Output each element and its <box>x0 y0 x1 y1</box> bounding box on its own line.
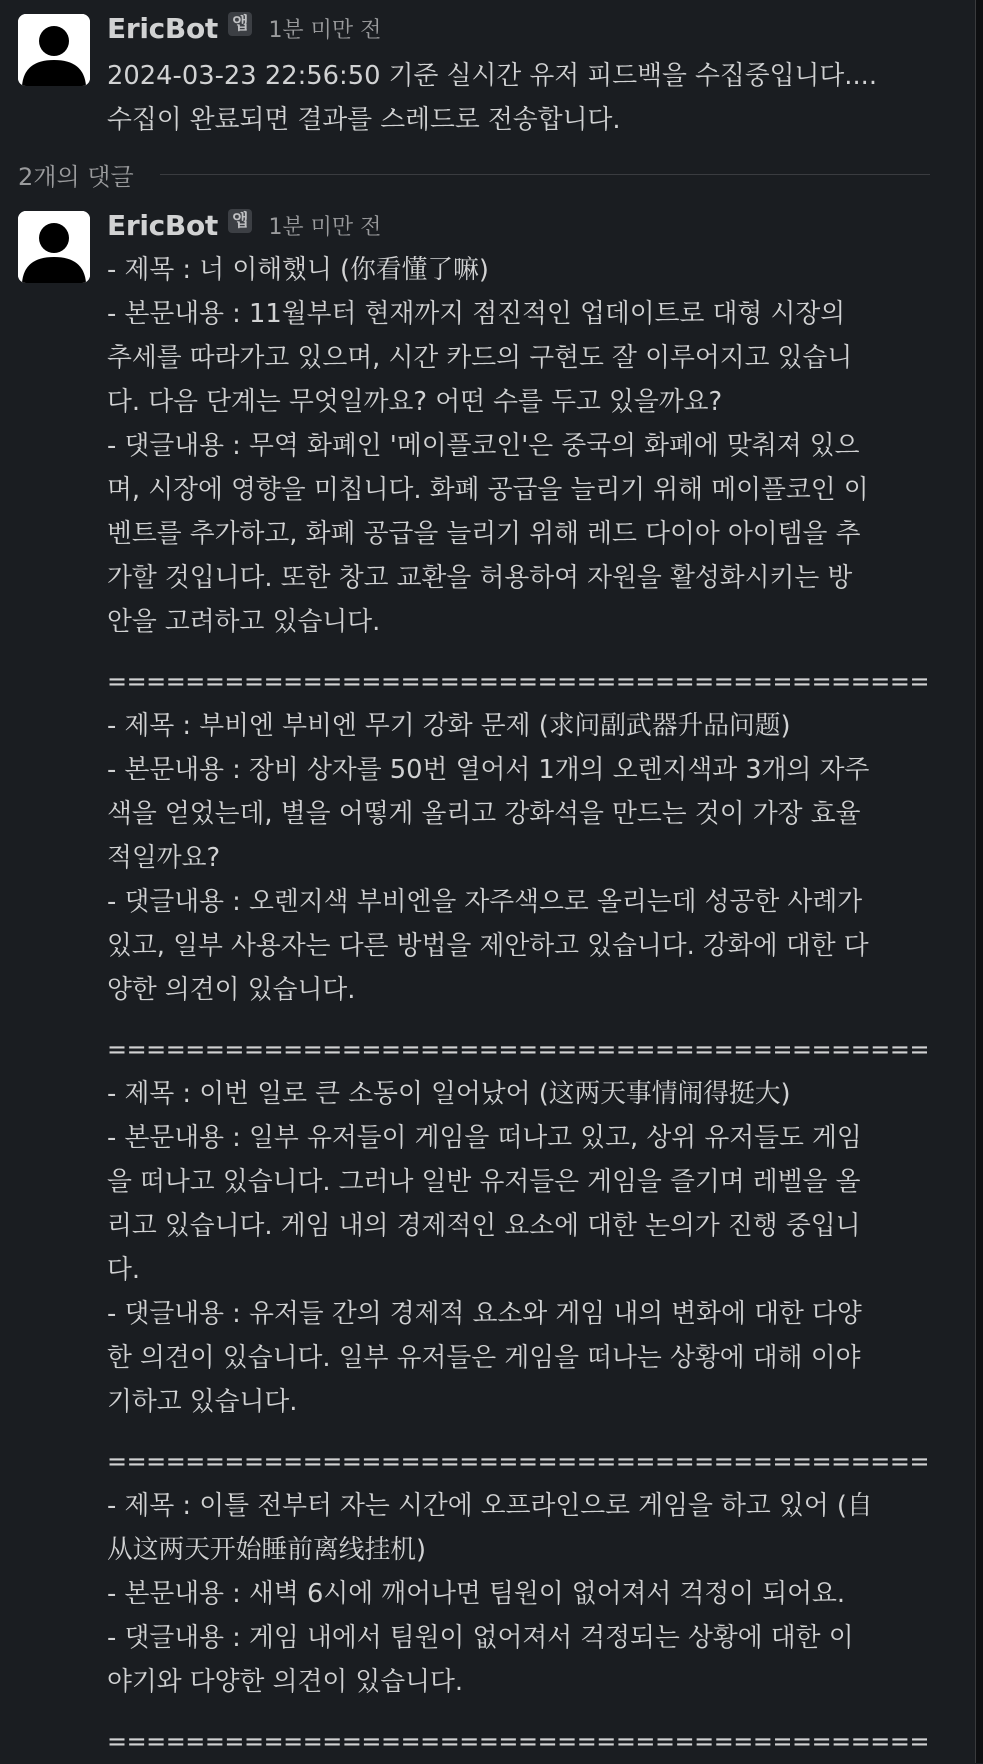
post-line: 적일까요? <box>107 843 221 873</box>
post-line: - 본문내용 : 장비 상자를 50번 열어서 1개의 오렌지색과 3개의 자주 <box>107 755 870 785</box>
post-line: 며, 시장에 영향을 미칩니다. 화폐 공급을 늘리기 위해 메이플코인 이 <box>107 475 869 505</box>
post-line: - 제목 : 너 이해했니 (你看懂了嘛) <box>107 255 489 285</box>
sender-name[interactable]: EricBot <box>107 11 218 45</box>
post-separator: ========================================== <box>107 667 930 697</box>
avatar[interactable] <box>18 14 90 86</box>
post-separator: ========================================== <box>107 1035 930 1065</box>
message-body <box>107 54 937 142</box>
post-line: 추세를 따라가고 있으며, 시간 카드의 구현도 잘 이루어지고 있습니 <box>107 343 853 373</box>
message-header <box>107 9 381 47</box>
post-line: 색을 얻었는데, 별을 어떻게 올리고 강화석을 만드는 것이 가장 효율 <box>107 799 861 829</box>
feedback-post <box>107 1484 937 1704</box>
post-line: - 본문내용 : 새벽 6시에 깨어나면 팀원이 없어져서 걱정이 되어요. <box>107 1579 846 1609</box>
message-header <box>107 206 381 244</box>
post-line: - 제목 : 부비엔 부비엔 무기 강화 문제 (求问副武器升品问题) <box>107 711 791 741</box>
post-line: - 댓글내용 : 무역 화폐인 '메이플코인'은 중국의 화폐에 맞춰져 있으 <box>107 431 860 461</box>
scrollbar-track[interactable] <box>975 0 983 1763</box>
thread-reply-divider <box>18 154 930 194</box>
post-line: 야기와 다양한 의견이 있습니다. <box>107 1667 464 1697</box>
message-timestamp[interactable]: 1분 미만 전 <box>268 214 382 240</box>
reply-body <box>107 248 937 1764</box>
post-line: - 댓글내용 : 게임 내에서 팀원이 없어져서 걱정되는 상황에 대한 이 <box>107 1623 854 1653</box>
post-line: - 본문내용 : 일부 유저들이 게임을 떠나고 있고, 상위 유저들도 게임 <box>107 1123 862 1153</box>
feedback-post <box>107 248 937 644</box>
post-line: - 본문내용 : 11월부터 현재까지 점진적인 업데이트로 대형 시장의 <box>107 299 846 329</box>
message-line: 2024-03-23 22:56:50 기준 실시간 유저 피드백을 수집중입니다.... <box>107 61 878 91</box>
post-line: 다. 다음 단계는 무엇일까요? 어떤 수를 두고 있을까요? <box>107 387 723 417</box>
feedback-post <box>107 1072 937 1424</box>
app-badge: 앱 <box>228 12 252 36</box>
post-line: - 댓글내용 : 오렌지색 부비엔을 자주색으로 올리는데 성공한 사례가 <box>107 887 863 917</box>
post-separator: ========================================== <box>107 1727 930 1757</box>
avatar[interactable] <box>18 211 90 283</box>
user-avatar-icon <box>18 211 90 283</box>
message-timestamp[interactable]: 1분 미만 전 <box>268 17 382 43</box>
post-line: 从这两天开始睡前离线挂机) <box>107 1535 427 1565</box>
post-line: 안을 고려하고 있습니다. <box>107 607 381 637</box>
divider-line <box>160 174 930 175</box>
post-line: 다. <box>107 1255 141 1285</box>
post-line: 벤트를 추가하고, 화폐 공급을 늘리기 위해 레드 다이아 아이템을 추 <box>107 519 861 549</box>
post-line: 양한 의견이 있습니다. <box>107 975 356 1005</box>
post-separator: ========================================== <box>107 1447 930 1477</box>
post-line: - 제목 : 이번 일로 큰 소동이 일어났어 (这两天事情闹得挺大) <box>107 1079 791 1109</box>
post-line: 리고 있습니다. 게임 내의 경제적인 요소에 대한 논의가 진행 중입니 <box>107 1211 861 1241</box>
post-line: - 댓글내용 : 유저들 간의 경제적 요소와 게임 내의 변화에 대한 다양 <box>107 1299 862 1329</box>
message-line: 수집이 완료되면 결과를 스레드로 전송합니다. <box>107 105 621 135</box>
reply-count: 2개의 댓글 <box>18 162 134 191</box>
sender-name[interactable]: EricBot <box>107 208 218 242</box>
post-line: 있고, 일부 사용자는 다른 방법을 제안하고 있습니다. 강화에 대한 다 <box>107 931 869 961</box>
post-line: 기하고 있습니다. <box>107 1387 298 1417</box>
post-line: - 제목 : 이틀 전부터 자는 시간에 오프라인으로 게임을 하고 있어 (自 <box>107 1491 873 1521</box>
user-avatar-icon <box>18 14 90 86</box>
post-line: 을 떠나고 있습니다. 그러나 일반 유저들은 게임을 즐기며 레벨을 올 <box>107 1167 861 1197</box>
feedback-post <box>107 704 937 1012</box>
post-line: 가할 것입니다. 또한 창고 교환을 허용하여 자원을 활성화시키는 방 <box>107 563 853 593</box>
post-line: 한 의견이 있습니다. 일부 유저들은 게임을 떠나는 상황에 대해 이야 <box>107 1343 861 1373</box>
app-badge: 앱 <box>228 209 252 233</box>
